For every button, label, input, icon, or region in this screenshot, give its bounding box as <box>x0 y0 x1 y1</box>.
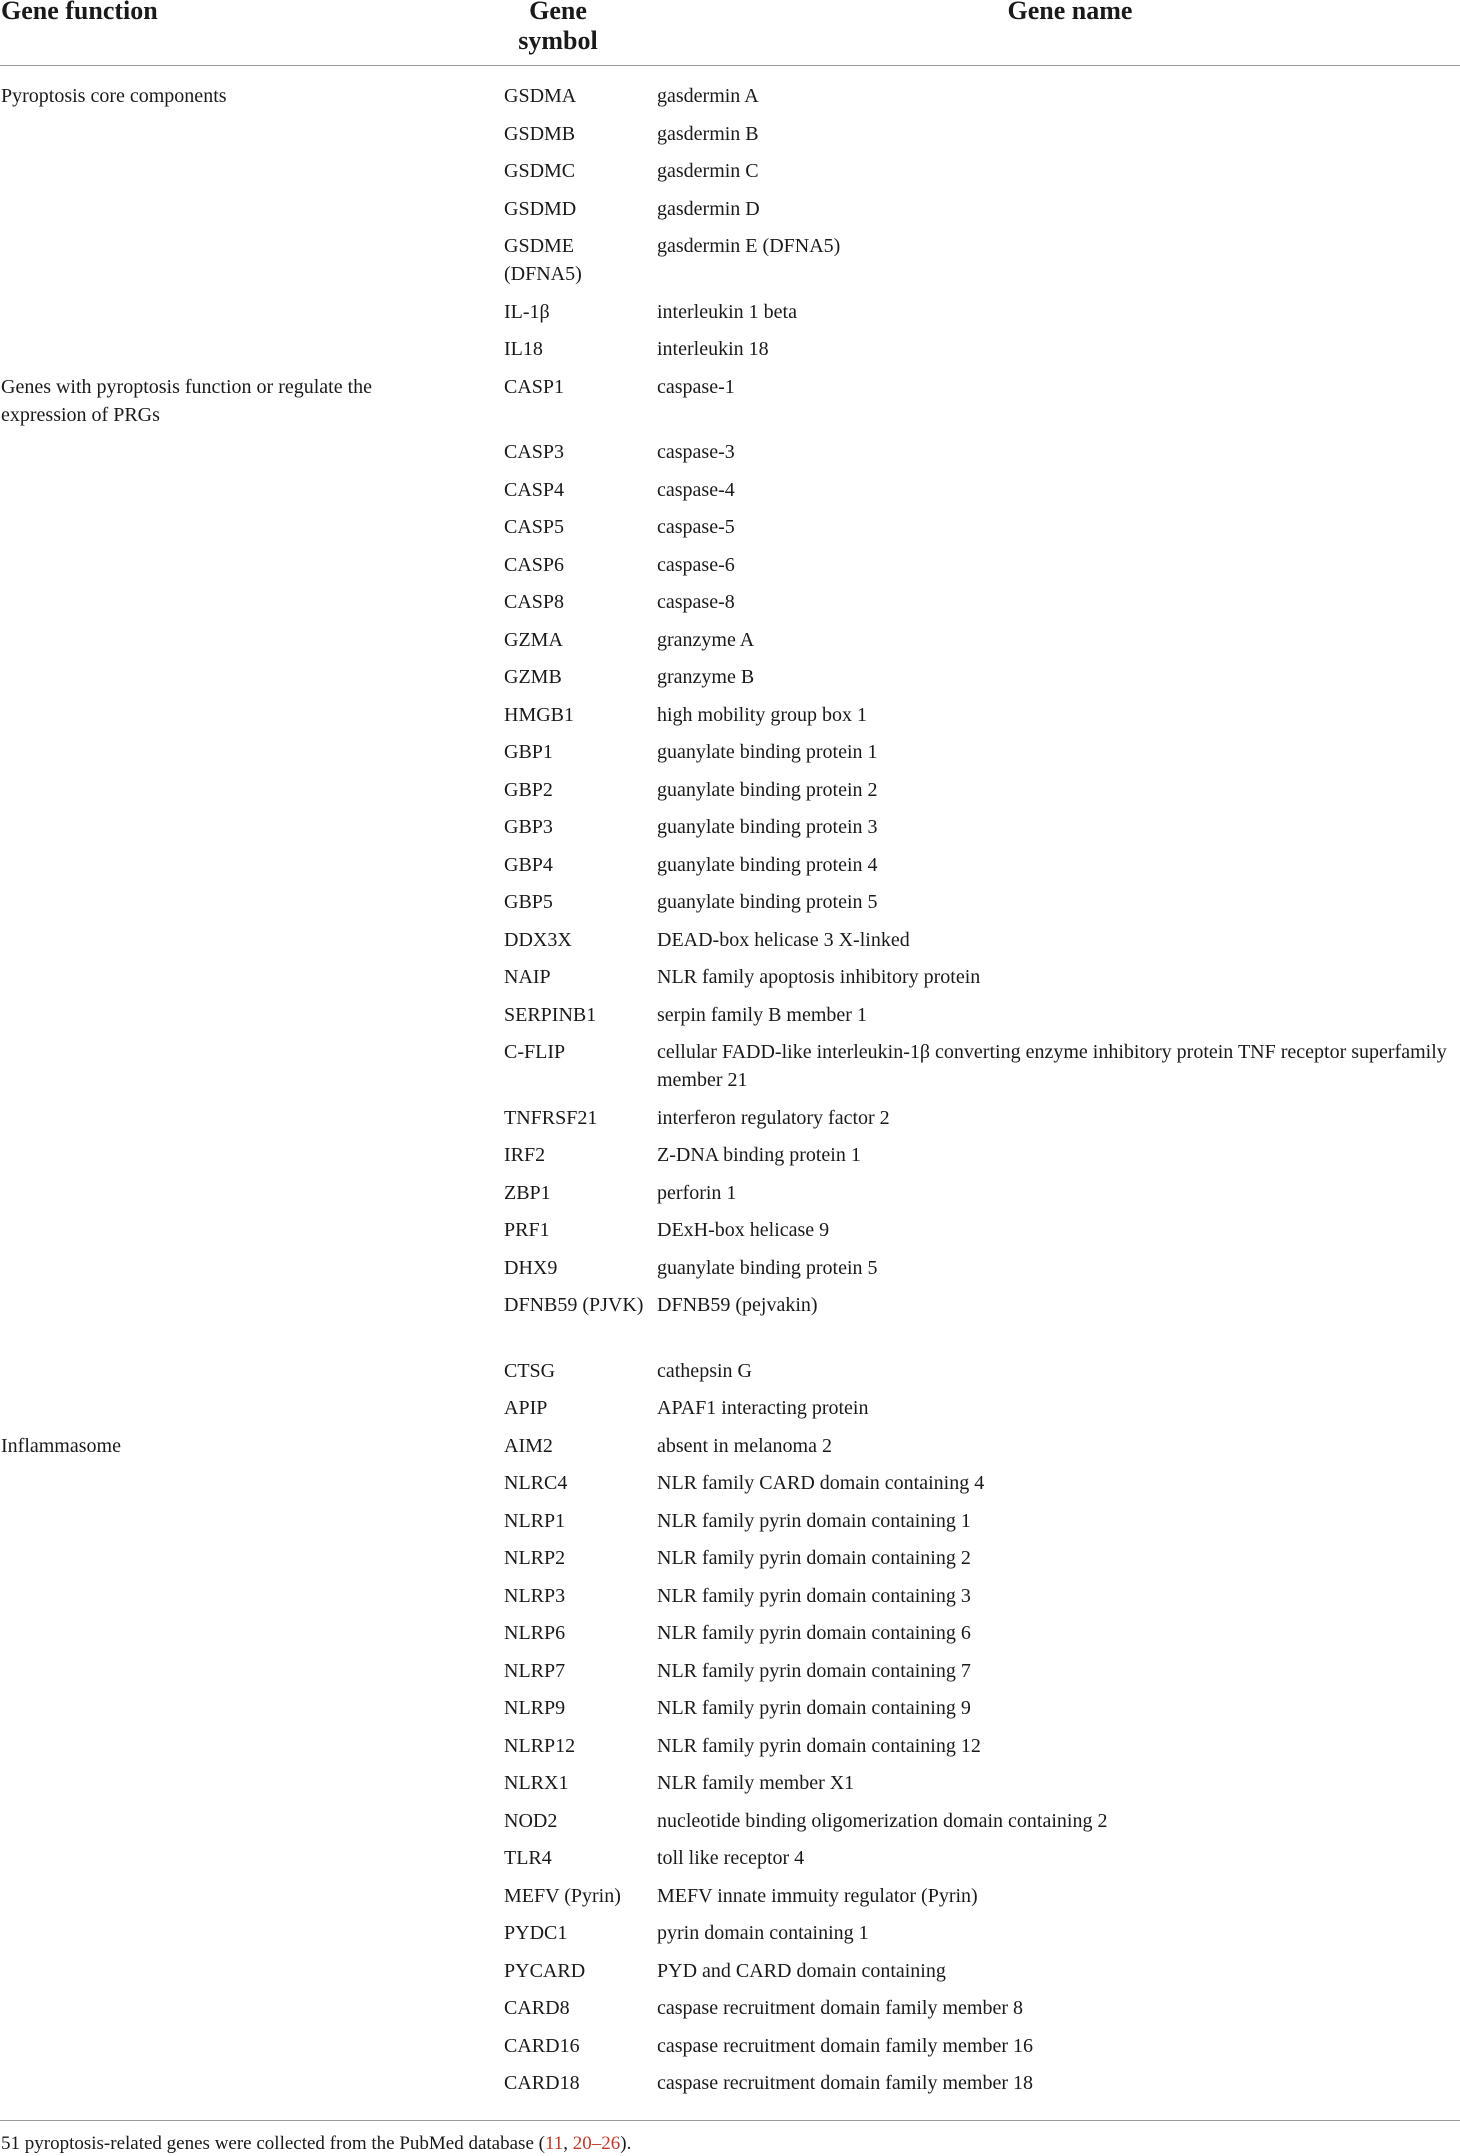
cell-gene-symbol: GBP1 <box>504 741 553 763</box>
cell-gene-symbol: CARD16 <box>504 2034 580 2057</box>
cell-gene-symbol: NLRP1 <box>504 1509 566 1532</box>
footnote-separator: , <box>563 2133 573 2154</box>
cell-gene-symbol: CARD18 <box>504 2072 580 2094</box>
cell-gene-symbol: DDX3X <box>504 928 572 951</box>
cell-gene-name: MEFV innate immuity regulator (Pyrin) <box>657 1884 978 1907</box>
cell-gene-symbol: NLRP7 <box>504 1659 566 1682</box>
cell-gene-name: guanylate binding protein 3 <box>657 816 878 838</box>
cell-gene-name: toll like receptor 4 <box>657 1847 805 1869</box>
cell-gene-name: NLR family pyrin domain containing 6 <box>657 1622 971 1644</box>
header-rule <box>0 65 1460 66</box>
cell-gene-name: guanylate binding protein 5 <box>657 891 878 913</box>
cell-gene-symbol: PYDC1 <box>504 1922 568 1944</box>
cell-gene-name: NLR family pyrin domain containing 1 <box>657 1509 971 1532</box>
cell-gene-symbol: HMGB1 <box>504 703 575 726</box>
table-header <box>0 0 1460 65</box>
cell-gene-symbol: GSDMA <box>504 85 577 107</box>
cell-gene-symbol: C-FLIP <box>504 1041 566 1063</box>
cell-gene-symbol: GSDMD <box>504 197 577 220</box>
cell-gene-name: Z-DNA binding protein 1 <box>657 1144 861 1166</box>
cell-gene-name: caspase recruitment domain family member 18 <box>657 2072 1033 2094</box>
cell-gene-name: NLR family pyrin domain containing 2 <box>657 1547 971 1569</box>
cell-gene-name: DEAD-box helicase 3 X-linked <box>657 928 910 951</box>
cell-gene-symbol: CARD8 <box>504 1997 570 2019</box>
cell-gene-symbol: GBP5 <box>504 891 553 913</box>
cell-gene-name: pyrin domain containing 1 <box>657 1922 869 1944</box>
cell-gene-name: interleukin 18 <box>657 338 769 360</box>
cell-gene-name: granzyme A <box>657 628 755 651</box>
cell-gene-symbol: NLRP2 <box>504 1547 566 1569</box>
cell-gene-symbol: NAIP <box>504 966 551 988</box>
cell-gene-name: DExH-box helicase 9 <box>657 1219 830 1241</box>
cell-gene-symbol: GSDMC <box>504 160 576 182</box>
header-gene-function: Gene function <box>1 0 158 25</box>
cell-gene-symbol: CASP3 <box>504 441 565 463</box>
cell-gene-name: cellular FADD-like interleukin-1β converting enzyme inhibitory protein TNF receptor superfamily member 21 <box>657 1041 1447 1091</box>
cell-gene-symbol: GBP4 <box>504 853 553 876</box>
cell-gene-symbol: CASP5 <box>504 516 565 538</box>
cell-gene-symbol: GSDME (DFNA5) <box>504 235 582 285</box>
cell-gene-symbol: NLRX1 <box>504 1772 569 1794</box>
cell-gene-symbol: GSDMB <box>504 122 576 145</box>
cell-gene-name: NLR family pyrin domain containing 9 <box>657 1697 971 1719</box>
cell-gene-name: nucleotide binding oligomerization domain containing 2 <box>657 1809 1108 1832</box>
cell-gene-function: Inflammasome <box>1 1434 121 1457</box>
cell-gene-function: Genes with pyroptosis function or regulate the expression of PRGs <box>1 375 373 426</box>
cell-gene-name: NLR family member X1 <box>657 1772 855 1794</box>
cell-gene-symbol: NLRP9 <box>504 1697 566 1719</box>
cell-gene-name: interleukin 1 beta <box>657 300 797 323</box>
cell-gene-symbol: AIM2 <box>504 1434 553 1457</box>
footnote-end: ). <box>620 2133 632 2154</box>
cell-gene-name: NLR family pyrin domain containing 3 <box>657 1584 971 1607</box>
cell-gene-name: granzyme B <box>657 666 755 688</box>
cell-gene-name: caspase-4 <box>657 478 735 501</box>
cell-gene-symbol: GZMB <box>504 666 562 688</box>
cell-gene-symbol: APIP <box>504 1397 548 1419</box>
cell-gene-name: serpin family B member 1 <box>657 1003 867 1026</box>
cell-gene-name: guanylate binding protein 4 <box>657 853 878 876</box>
cell-gene-name: caspase-6 <box>657 553 735 576</box>
cell-gene-symbol: NLRP6 <box>504 1622 566 1644</box>
cell-gene-name: caspase-5 <box>657 516 735 538</box>
footnote-ref-link[interactable]: 11 <box>544 2133 564 2154</box>
cell-gene-symbol: NLRP12 <box>504 1734 576 1757</box>
cell-gene-symbol: IRF2 <box>504 1144 546 1166</box>
cell-gene-name: caspase-3 <box>657 441 735 463</box>
cell-gene-symbol: PRF1 <box>504 1219 550 1241</box>
cell-gene-symbol: NLRP3 <box>504 1584 566 1607</box>
cell-gene-name: perforin 1 <box>657 1181 737 1204</box>
cell-gene-symbol: NOD2 <box>504 1809 558 1832</box>
cell-gene-name: NLR family pyrin domain containing 7 <box>657 1659 971 1682</box>
cell-gene-name: NLR family CARD domain containing 4 <box>657 1472 985 1494</box>
cell-gene-name: guanylate binding protein 5 <box>657 1256 878 1279</box>
cell-gene-symbol: DFNB59 (PJVK) <box>504 1294 644 1316</box>
cell-gene-name: gasdermin D <box>657 197 760 220</box>
cell-gene-symbol: SERPINB1 <box>504 1003 597 1026</box>
cell-gene-name: caspase recruitment domain family member 16 <box>657 2034 1033 2057</box>
cell-gene-name: DFNB59 (pejvakin) <box>657 1294 818 1316</box>
cell-gene-symbol: DHX9 <box>504 1256 558 1279</box>
cell-gene-symbol: NLRC4 <box>504 1472 568 1494</box>
cell-gene-symbol: TNFRSF21 <box>504 1106 598 1129</box>
cell-gene-symbol: CASP8 <box>504 591 565 613</box>
cell-gene-name: caspase-8 <box>657 591 735 613</box>
cell-gene-name: gasdermin E (DFNA5) <box>657 235 841 257</box>
header-gene-name: Gene name <box>1007 0 1133 25</box>
cell-gene-name: NLR family apoptosis inhibitory protein <box>657 966 981 988</box>
cell-gene-symbol: PYCARD <box>504 1959 586 1982</box>
header-gene-symbol: Gene symbol <box>518 0 598 55</box>
cell-gene-name: NLR family pyrin domain containing 12 <box>657 1734 981 1757</box>
cell-gene-name: APAF1 interacting protein <box>657 1397 869 1419</box>
cell-gene-symbol: IL-1β <box>504 300 550 323</box>
cell-gene-symbol: CASP1 <box>504 375 565 398</box>
cell-gene-symbol: GBP2 <box>504 778 553 801</box>
cell-gene-symbol: CASP6 <box>504 553 565 576</box>
cell-gene-name: cathepsin G <box>657 1359 752 1382</box>
footer-rule <box>0 2120 1460 2121</box>
footnote-ref-link[interactable]: 20–26 <box>572 2133 621 2154</box>
cell-gene-symbol: MEFV (Pyrin) <box>504 1884 621 1907</box>
cell-gene-name: guanylate binding protein 1 <box>657 741 878 763</box>
cell-gene-symbol: IL18 <box>504 338 543 360</box>
cell-gene-name: high mobility group box 1 <box>657 703 867 726</box>
footnote-text: 51 pyroptosis-related genes were collected from the PubMed database ( <box>1 2133 545 2154</box>
cell-gene-name: caspase-1 <box>657 375 735 398</box>
cell-gene-symbol: GZMA <box>504 628 563 651</box>
cell-gene-symbol: TLR4 <box>504 1847 552 1869</box>
cell-gene-symbol: CTSG <box>504 1359 556 1382</box>
cell-gene-name: gasdermin B <box>657 122 759 145</box>
cell-gene-symbol: GBP3 <box>504 816 553 838</box>
cell-gene-name: absent in melanoma 2 <box>657 1434 832 1457</box>
cell-gene-function: Pyroptosis core components <box>1 85 227 107</box>
cell-gene-name: PYD and CARD domain containing <box>657 1959 946 1982</box>
cell-gene-name: gasdermin C <box>657 160 759 182</box>
cell-gene-name: interferon regulatory factor 2 <box>657 1106 890 1129</box>
cell-gene-name: guanylate binding protein 2 <box>657 778 878 801</box>
cell-gene-name: caspase recruitment domain family member 8 <box>657 1997 1023 2019</box>
table-footnote <box>1 2132 631 2156</box>
cell-gene-symbol: ZBP1 <box>504 1181 551 1204</box>
cell-gene-name: gasdermin A <box>657 85 759 107</box>
cell-gene-symbol: CASP4 <box>504 478 565 501</box>
